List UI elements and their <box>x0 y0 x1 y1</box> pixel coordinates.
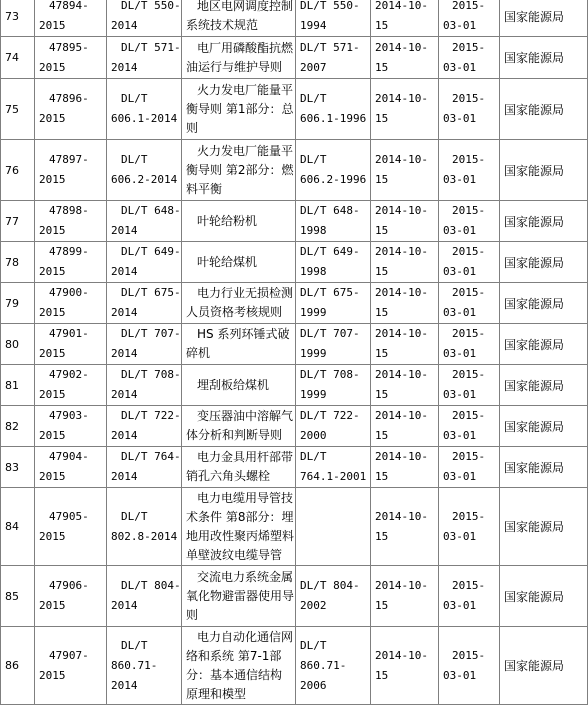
cell-implement-date-text: 2015-03-01 <box>443 92 486 125</box>
cell-record-no <box>35 406 107 447</box>
table-row <box>1 447 588 488</box>
cell-standard-code-text: DL/T 675-2014 <box>111 286 181 319</box>
cell-standard-code-text: DL/T 764-2014 <box>111 450 181 483</box>
cell-record-no <box>35 488 107 566</box>
cell-replaced-standard-text: DL/T 606.1-1996 <box>300 92 367 125</box>
cell-record-no-text: 47899-2015 <box>39 245 89 278</box>
cell-replaced-standard <box>296 406 371 447</box>
cell-seq-no-text: 86 <box>5 659 19 672</box>
table-row <box>1 324 588 365</box>
cell-approving-body <box>500 447 588 488</box>
cell-implement-date-text: 2015-03-01 <box>443 509 486 543</box>
cell-publish-date-text: 2014-10-15 <box>375 92 428 125</box>
cell-approving-body-text: 国家能源局 <box>504 102 565 117</box>
cell-standard-name <box>182 283 296 324</box>
cell-seq-no-text: 80 <box>5 337 19 351</box>
cell-seq-no-text: 81 <box>5 378 19 392</box>
cell-seq-no <box>1 627 35 705</box>
cell-standard-code <box>107 283 182 324</box>
cell-standard-name-text: 电力行业无损检测人员资格考核规则 <box>186 286 294 319</box>
cell-standard-name-text: 电力自动化通信网络和系统 第7-1部分：基本通信结构 原理和模型 <box>186 629 294 701</box>
cell-publish-date <box>371 79 439 140</box>
cell-publish-date-text: 2014-10-15 <box>375 40 428 74</box>
cell-approving-body-text: 国家能源局 <box>504 51 565 65</box>
cell-standard-code-text: DL/T 804-2014 <box>111 579 181 612</box>
table-row <box>1 365 588 406</box>
cell-standard-name <box>182 488 296 566</box>
cell-standard-code <box>107 140 182 201</box>
table-row <box>1 79 588 140</box>
cell-seq-no <box>1 447 35 488</box>
cell-approving-body <box>500 488 588 566</box>
cell-approving-body <box>500 37 588 79</box>
cell-record-no <box>35 365 107 406</box>
cell-standard-code <box>107 79 182 140</box>
cell-implement-date <box>439 566 500 627</box>
cell-standard-name-text: 电厂用磷酸酯抗燃油运行与维护导则 <box>186 40 294 74</box>
cell-implement-date <box>439 488 500 566</box>
cell-standard-name <box>182 324 296 365</box>
cell-publish-date <box>371 201 439 242</box>
cell-approving-body-text: 国家能源局 <box>504 659 565 673</box>
cell-replaced-standard-text: DL/T 675-1999 <box>300 286 360 319</box>
cell-seq-no-text: 78 <box>5 255 19 269</box>
cell-seq-no <box>1 324 35 365</box>
cell-replaced-standard-text: DL/T 708-1999 <box>300 368 360 401</box>
cell-implement-date-text: 2015-03-01 <box>443 245 486 278</box>
cell-record-no <box>35 627 107 705</box>
cell-publish-date <box>371 242 439 283</box>
cell-implement-date-text: 2015-03-01 <box>443 327 486 360</box>
cell-replaced-standard-text: DL/T 860.71-2006 <box>300 638 347 692</box>
cell-record-no-text: 47907-2015 <box>39 648 89 682</box>
cell-approving-body <box>500 201 588 242</box>
cell-approving-body <box>500 406 588 447</box>
cell-replaced-standard <box>296 488 371 566</box>
cell-replaced-standard-text: DL/T 550-1994 <box>300 0 360 32</box>
cell-standard-code <box>107 365 182 406</box>
cell-standard-name <box>182 201 296 242</box>
cell-implement-date-text: 2015-03-01 <box>443 204 486 237</box>
cell-publish-date <box>371 447 439 488</box>
cell-publish-date-text: 2014-10-15 <box>375 450 428 483</box>
cell-standard-name-text: 埋刮板给煤机 <box>197 377 270 392</box>
cell-replaced-standard <box>296 324 371 365</box>
cell-replaced-standard <box>296 566 371 627</box>
table-row <box>1 627 588 705</box>
cell-standard-name <box>182 0 296 37</box>
cell-publish-date-text: 2014-10-15 <box>375 0 428 32</box>
cell-approving-body <box>500 324 588 365</box>
cell-seq-no <box>1 566 35 627</box>
cell-seq-no-text: 76 <box>5 163 19 177</box>
table-row <box>1 0 588 37</box>
cell-standard-code <box>107 201 182 242</box>
cell-replaced-standard-text: DL/T 649-1998 <box>300 245 360 278</box>
cell-approving-body-text: 国家能源局 <box>504 296 565 311</box>
cell-standard-name <box>182 365 296 406</box>
cell-seq-no <box>1 0 35 37</box>
cell-replaced-standard-text: DL/T 648-1998 <box>300 204 360 237</box>
cell-seq-no-text: 82 <box>5 419 19 433</box>
cell-seq-no-text: 74 <box>5 51 19 64</box>
cell-record-no-text: 47895-2015 <box>39 40 89 74</box>
cell-seq-no <box>1 140 35 201</box>
cell-replaced-standard <box>296 140 371 201</box>
cell-record-no <box>35 37 107 79</box>
cell-seq-no <box>1 242 35 283</box>
cell-standard-code <box>107 0 182 37</box>
cell-seq-no-text: 85 <box>5 589 19 603</box>
cell-publish-date <box>371 140 439 201</box>
cell-record-no <box>35 201 107 242</box>
cell-record-no <box>35 140 107 201</box>
cell-approving-body-text: 国家能源局 <box>504 337 565 352</box>
cell-approving-body-text: 国家能源局 <box>504 520 565 534</box>
cell-publish-date-text: 2014-10-15 <box>375 245 428 278</box>
cell-record-no-text: 47896-2015 <box>39 92 89 125</box>
cell-implement-date <box>439 242 500 283</box>
cell-implement-date-text: 2015-03-01 <box>443 286 486 319</box>
cell-seq-no-text: 83 <box>5 460 19 474</box>
cell-approving-body-text: 国家能源局 <box>504 419 565 434</box>
cell-replaced-standard-text: DL/T 722-2000 <box>300 409 360 442</box>
cell-publish-date-text: 2014-10-15 <box>375 579 428 612</box>
cell-standard-name-text: 电力电缆用导管技术条件 第8部分：埋地用改性聚丙烯塑料单壁波纹电缆导管 <box>186 490 295 562</box>
cell-approving-body <box>500 627 588 705</box>
cell-publish-date <box>371 365 439 406</box>
table-row <box>1 283 588 324</box>
cell-standard-code <box>107 447 182 488</box>
cell-publish-date-text: 2014-10-15 <box>375 368 428 401</box>
cell-approving-body-text: 国家能源局 <box>504 214 565 229</box>
cell-record-no-text: 47901-2015 <box>39 327 89 360</box>
cell-implement-date <box>439 365 500 406</box>
cell-implement-date <box>439 447 500 488</box>
cell-record-no <box>35 324 107 365</box>
table-body <box>1 0 588 705</box>
cell-implement-date-text: 2015-03-01 <box>443 450 486 483</box>
cell-publish-date-text: 2014-10-15 <box>375 648 428 682</box>
cell-approving-body <box>500 79 588 140</box>
cell-seq-no-text: 75 <box>5 102 19 116</box>
cell-record-no-text: 47900-2015 <box>39 286 89 319</box>
cell-standard-code-text: DL/T 571-2014 <box>111 40 181 74</box>
cell-standard-name <box>182 566 296 627</box>
cell-publish-date <box>371 406 439 447</box>
cell-standard-code-text: DL/T 606.1-2014 <box>111 92 178 125</box>
cell-replaced-standard <box>296 242 371 283</box>
cell-record-no <box>35 447 107 488</box>
cell-record-no-text: 47902-2015 <box>39 368 89 401</box>
cell-publish-date-text: 2014-10-15 <box>375 409 428 442</box>
cell-publish-date <box>371 283 439 324</box>
cell-approving-body-text: 国家能源局 <box>504 378 565 393</box>
cell-replaced-standard-text: DL/T 571-2007 <box>300 40 360 74</box>
cell-record-no-text: 47904-2015 <box>39 450 89 483</box>
cell-publish-date <box>371 37 439 79</box>
cell-implement-date <box>439 406 500 447</box>
cell-standard-code <box>107 488 182 566</box>
cell-standard-code-text: DL/T 648-2014 <box>111 204 181 237</box>
cell-standard-name-text: 电力金具用杆部带销孔六角头螺栓 <box>186 450 294 483</box>
cell-replaced-standard <box>296 447 371 488</box>
cell-standard-name-text: 叶轮给煤机 <box>197 254 258 269</box>
cell-implement-date-text: 2015-03-01 <box>443 40 486 74</box>
cell-implement-date <box>439 37 500 79</box>
cell-standard-name <box>182 406 296 447</box>
cell-record-no <box>35 566 107 627</box>
cell-seq-no-text: 77 <box>5 214 19 228</box>
cell-implement-date <box>439 79 500 140</box>
cell-publish-date-text: 2014-10-15 <box>375 153 428 186</box>
cell-replaced-standard-text: DL/T 804-2002 <box>300 579 360 612</box>
cell-seq-no <box>1 37 35 79</box>
cell-approving-body <box>500 242 588 283</box>
cell-standard-name-text: 火力发电厂能量平衡导则 第2部分：燃料平衡 <box>186 143 294 196</box>
cell-approving-body <box>500 566 588 627</box>
cell-replaced-standard-text: DL/T 606.2-1996 <box>300 153 367 186</box>
cell-approving-body-text: 国家能源局 <box>504 589 565 604</box>
cell-record-no-text: 47894-2015 <box>39 0 89 32</box>
cell-record-no <box>35 242 107 283</box>
cell-implement-date-text: 2015-03-01 <box>443 648 486 682</box>
table-row <box>1 406 588 447</box>
cell-seq-no-text: 79 <box>5 296 19 310</box>
cell-publish-date-text: 2014-10-15 <box>375 327 428 360</box>
cell-publish-date <box>371 488 439 566</box>
cell-standard-code-text: DL/T 606.2-2014 <box>111 153 178 186</box>
table-row <box>1 37 588 79</box>
cell-publish-date-text: 2014-10-15 <box>375 286 428 319</box>
cell-standard-name-text: 变压器油中溶解气体分析和判断导则 <box>186 409 294 442</box>
cell-implement-date <box>439 283 500 324</box>
cell-implement-date <box>439 201 500 242</box>
table-row <box>1 140 588 201</box>
cell-publish-date <box>371 0 439 37</box>
cell-replaced-standard <box>296 201 371 242</box>
cell-standard-code <box>107 324 182 365</box>
cell-replaced-standard-text: DL/T 764.1-2001 <box>300 450 367 483</box>
cell-publish-date <box>371 627 439 705</box>
cell-record-no-text: 47898-2015 <box>39 204 89 237</box>
cell-standard-name <box>182 627 296 705</box>
cell-seq-no <box>1 406 35 447</box>
cell-approving-body <box>500 0 588 37</box>
cell-standard-name <box>182 79 296 140</box>
table-row <box>1 488 588 566</box>
cell-record-no <box>35 0 107 37</box>
cell-seq-no <box>1 283 35 324</box>
cell-implement-date <box>439 324 500 365</box>
cell-standard-code <box>107 627 182 705</box>
cell-standard-name-text: 叶轮给粉机 <box>197 213 258 228</box>
cell-standard-name <box>182 447 296 488</box>
cell-publish-date <box>371 566 439 627</box>
cell-standard-name-text: 地区电网调度控制系统技术规范 <box>186 0 294 32</box>
cell-standard-code-text: DL/T 802.8-2014 <box>111 509 178 543</box>
cell-approving-body-text: 国家能源局 <box>504 9 565 24</box>
cell-publish-date-text: 2014-10-15 <box>375 509 428 543</box>
cell-standard-code <box>107 242 182 283</box>
cell-approving-body-text: 国家能源局 <box>504 255 565 270</box>
cell-implement-date-text: 2015-03-01 <box>443 0 486 32</box>
cell-standard-name-text: HS 系列环锤式破碎机 <box>186 327 290 360</box>
cell-standard-code-text: DL/T 649-2014 <box>111 245 181 278</box>
cell-record-no-text: 47905-2015 <box>39 509 89 543</box>
cell-implement-date <box>439 140 500 201</box>
cell-approving-body <box>500 283 588 324</box>
cell-implement-date-text: 2015-03-01 <box>443 409 486 442</box>
cell-standard-code-text: DL/T 550-2014 <box>111 0 181 32</box>
table-row <box>1 566 588 627</box>
cell-standard-code-text: DL/T 860.71-2014 <box>111 638 158 692</box>
cell-approving-body <box>500 140 588 201</box>
cell-record-no <box>35 283 107 324</box>
table-row <box>1 242 588 283</box>
cell-record-no <box>35 79 107 140</box>
cell-record-no-text: 47906-2015 <box>39 579 89 612</box>
cell-standard-name <box>182 140 296 201</box>
cell-standard-name-text: 交流电力系统金属氧化物避雷器使用导则 <box>186 569 295 622</box>
cell-replaced-standard <box>296 79 371 140</box>
cell-replaced-standard <box>296 37 371 79</box>
cell-approving-body <box>500 365 588 406</box>
cell-implement-date <box>439 0 500 37</box>
cell-standard-code-text: DL/T 708-2014 <box>111 368 181 401</box>
cell-seq-no <box>1 201 35 242</box>
cell-seq-no <box>1 488 35 566</box>
cell-standard-name <box>182 37 296 79</box>
cell-standard-code-text: DL/T 722-2014 <box>111 409 181 442</box>
cell-standard-code <box>107 37 182 79</box>
cell-implement-date <box>439 627 500 705</box>
cell-record-no-text: 47897-2015 <box>39 153 89 186</box>
cell-standard-code <box>107 406 182 447</box>
cell-replaced-standard-text: DL/T 707-1999 <box>300 327 360 360</box>
cell-implement-date-text: 2015-03-01 <box>443 153 486 186</box>
cell-standard-name-text: 火力发电厂能量平衡导则 第1部分：总则 <box>186 82 294 135</box>
cell-seq-no <box>1 79 35 140</box>
cell-approving-body-text: 国家能源局 <box>504 460 565 475</box>
cell-implement-date-text: 2015-03-01 <box>443 368 486 401</box>
cell-seq-no-text: 73 <box>5 9 19 23</box>
cell-replaced-standard <box>296 283 371 324</box>
cell-replaced-standard <box>296 627 371 705</box>
cell-publish-date <box>371 324 439 365</box>
cell-seq-no-text: 84 <box>5 520 19 533</box>
cell-replaced-standard <box>296 0 371 37</box>
cell-implement-date-text: 2015-03-01 <box>443 579 486 612</box>
cell-publish-date-text: 2014-10-15 <box>375 204 428 237</box>
cell-standard-code <box>107 566 182 627</box>
table-row <box>1 201 588 242</box>
cell-replaced-standard <box>296 365 371 406</box>
cell-record-no-text: 47903-2015 <box>39 409 89 442</box>
cell-standard-name <box>182 242 296 283</box>
cell-standard-code-text: DL/T 707-2014 <box>111 327 181 360</box>
cell-seq-no <box>1 365 35 406</box>
cell-approving-body-text: 国家能源局 <box>504 163 565 178</box>
